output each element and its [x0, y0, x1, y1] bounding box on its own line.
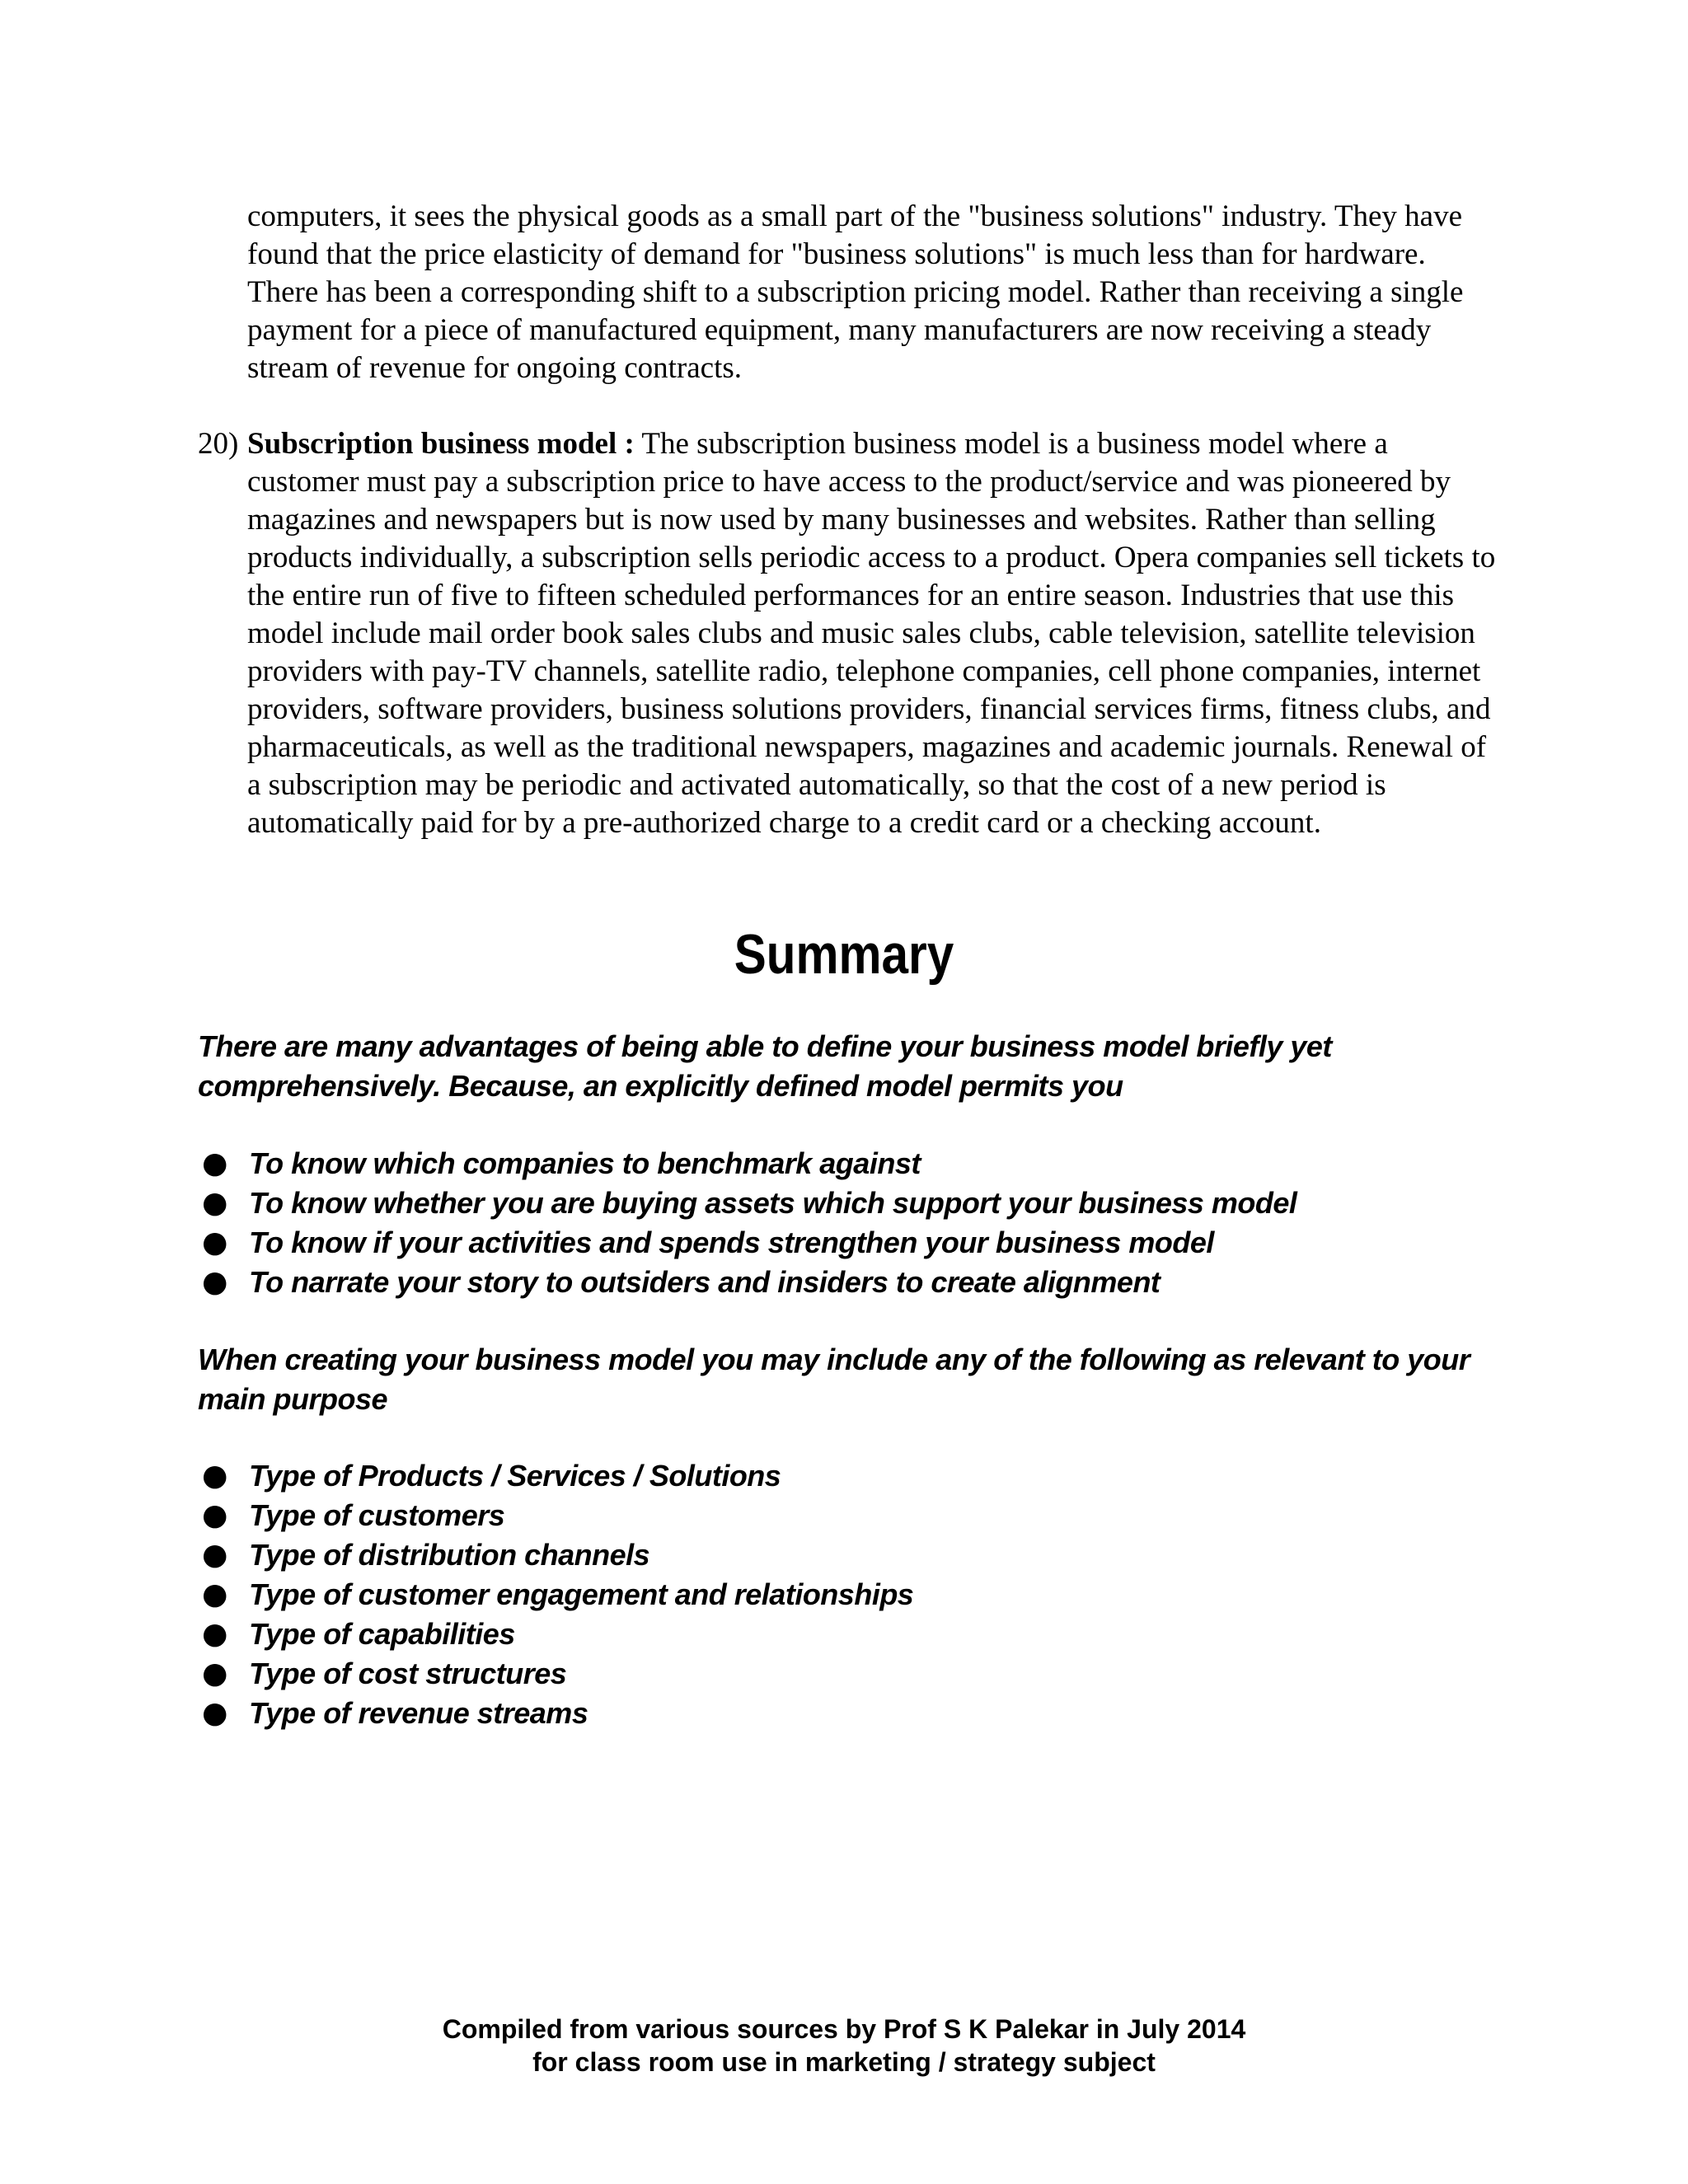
bullet-icon: ● — [202, 1538, 227, 1572]
footer-line-1: Compiled from various sources by Prof S K Palekar in July 2014 — [442, 2014, 1246, 2044]
advantages-list — [198, 1144, 1517, 1302]
model-components-list — [198, 1456, 1517, 1733]
item-title: Subscription business model : — [247, 427, 635, 461]
list-item — [198, 1575, 1517, 1615]
bullet-icon: ● — [202, 1498, 227, 1532]
list-item — [198, 1456, 1517, 1496]
numbered-item-20 — [198, 425, 1500, 842]
item-body — [247, 425, 1500, 842]
summary-heading: Summary — [734, 923, 954, 986]
model-components-intro: When creating your business model you may include any of the following as relevant to your main purpose — [198, 1343, 1470, 1416]
list-item — [198, 1654, 1517, 1694]
list-item-text: Type of cost structures — [249, 1657, 567, 1690]
item-text: The subscription business model is a business model where a customer must pay a subscription price to have access to the product/service and was pioneered by magazines and newspapers but is now used by many businesses and websites. Rather than selling products individually, a subscription sells periodic access to a product. Opera companies sell tickets to the entire run of five to fifteen scheduled performances for an entire season. Industries that use this model include mail order book sales clubs and music sales clubs, cable television, satellite television providers with pay-TV channels, satellite radio, telephone companies, cell phone companies, internet providers, software providers, business solutions providers, financial services firms, fitness clubs, and pharmaceuticals, as well as the traditional newspapers, magazines and academic journals. Renewal of a subscription may be periodic and activated automatically, so that the cost of a new period is automatically paid for by a pre-authorized charge to a credit card or a checking account. — [247, 427, 1496, 840]
list-item-text: To narrate your story to outsiders and insiders to create alignment — [249, 1265, 1160, 1299]
list-item — [198, 1615, 1517, 1654]
bullet-icon: ● — [202, 1265, 227, 1299]
item-number: 20) — [198, 427, 239, 461]
list-item-text: To know if your activities and spends strengthen your business model — [249, 1226, 1214, 1259]
list-item-text: Type of distribution channels — [249, 1538, 650, 1572]
list-item-text: Type of revenue streams — [249, 1696, 588, 1730]
footer-line-2: for class room use in marketing / strategy subject — [532, 2047, 1156, 2077]
continuation-paragraph: computers, it sees the physical goods as a small part of the "business solutions" industry. They have found that the price elasticity of demand for "business solutions" is much less than for hardware. There has been a corresponding shift to a subscription pricing model. Rather than receiving a single payment for a piece of manufactured equipment, many manufacturers are now receiving a steady stream of revenue for ongoing contracts. — [247, 199, 1464, 385]
list-item — [198, 1263, 1517, 1302]
list-item-text: Type of Products / Services / Solutions — [249, 1459, 781, 1493]
bullet-icon: ● — [202, 1657, 227, 1690]
list-item — [198, 1223, 1517, 1263]
bullet-icon: ● — [202, 1459, 227, 1493]
list-item-text: Type of capabilities — [249, 1617, 515, 1651]
list-item — [198, 1183, 1517, 1223]
list-item-text: To know whether you are buying assets which support your business model — [249, 1186, 1297, 1220]
summary-intro-paragraph: There are many advantages of being able to define your business model briefly yet comprehensively. Because, an explicitly defined model permits you — [198, 1029, 1332, 1103]
bullet-icon: ● — [202, 1617, 227, 1651]
page-footer — [0, 2013, 1688, 2079]
list-item — [198, 1496, 1517, 1535]
list-item-text: Type of customer engagement and relationships — [249, 1577, 914, 1611]
bullet-icon: ● — [202, 1696, 227, 1730]
list-item-text: To know which companies to benchmark against — [249, 1146, 921, 1180]
list-item — [198, 1694, 1517, 1733]
bullet-icon: ● — [202, 1577, 227, 1611]
list-item — [198, 1535, 1517, 1575]
bullet-icon: ● — [202, 1226, 227, 1259]
bullet-icon: ● — [202, 1146, 227, 1180]
bullet-icon: ● — [202, 1186, 227, 1220]
list-item-text: Type of customers — [249, 1498, 505, 1532]
list-item — [198, 1144, 1517, 1183]
